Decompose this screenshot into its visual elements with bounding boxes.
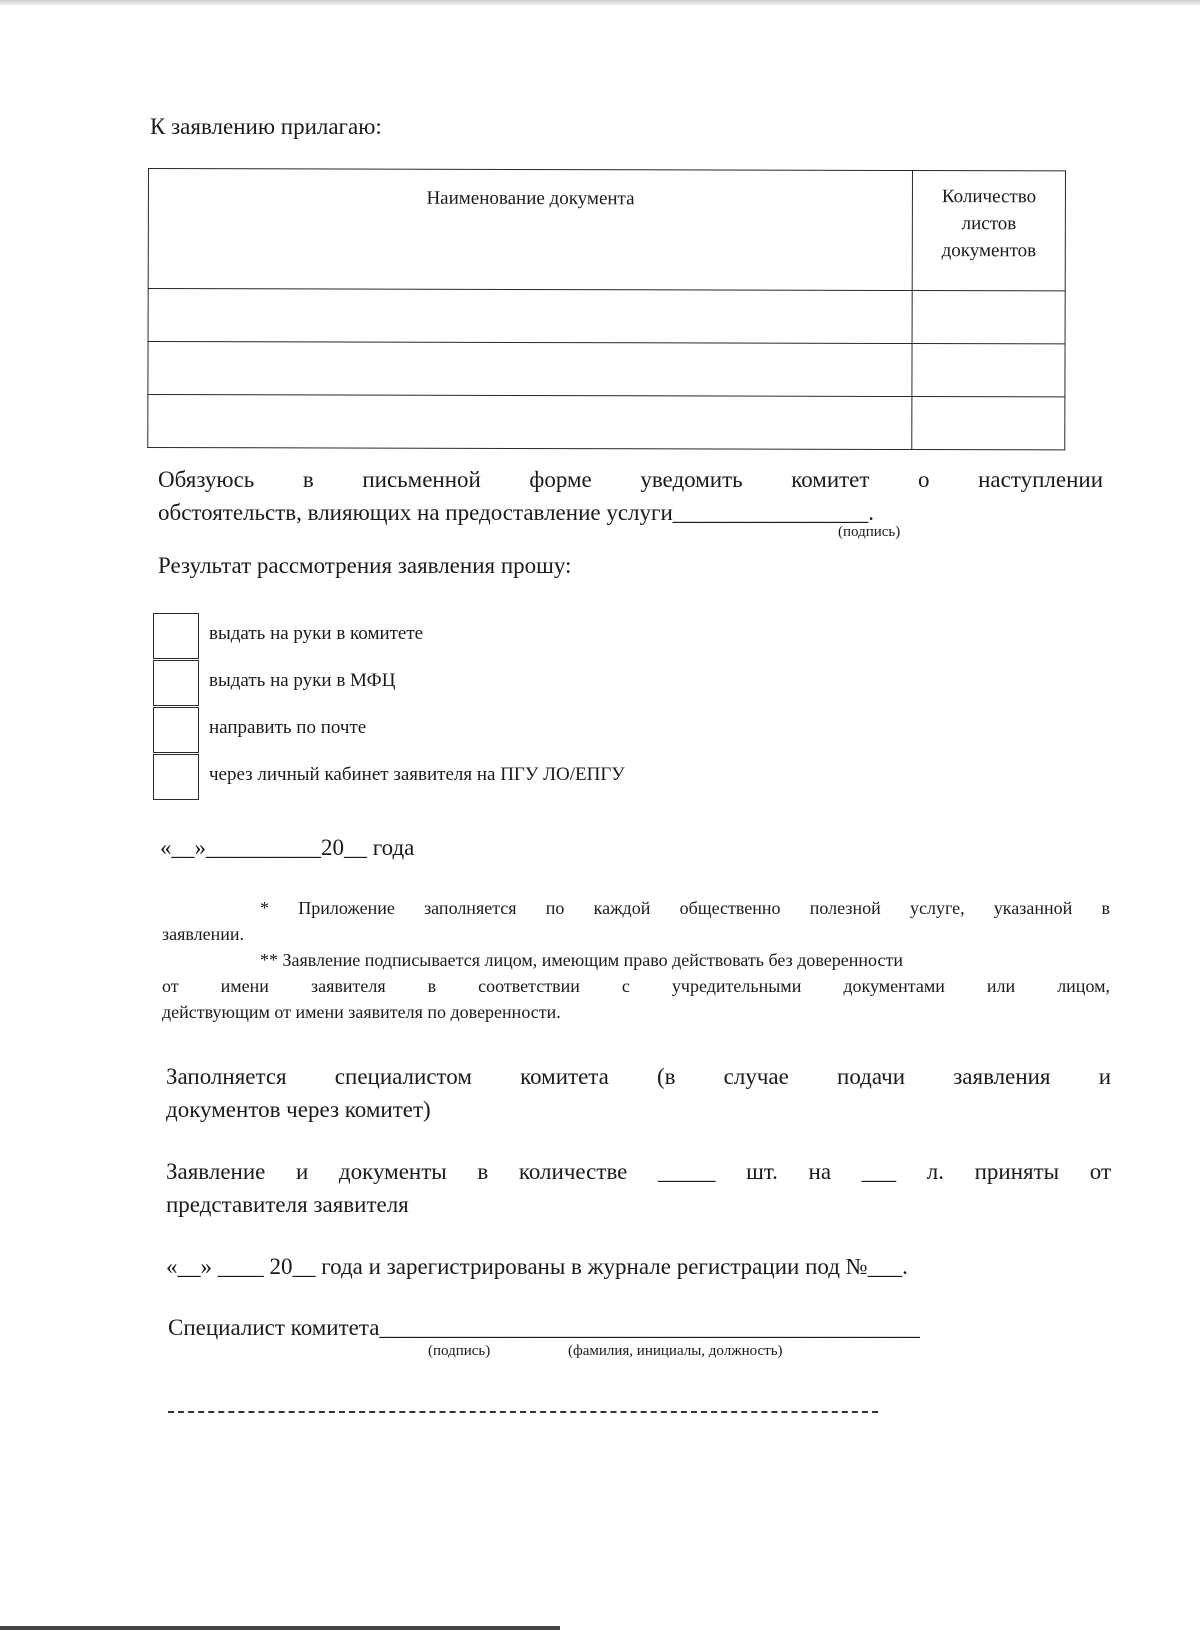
accepted-paragraph — [166, 1155, 1111, 1221]
note-2-text: ** Заявление подписывается лицом, имеющим право действовать без доверенности — [260, 950, 903, 970]
table-header-row — [148, 169, 1065, 291]
document-name-cell[interactable] — [148, 289, 912, 344]
document-name-cell[interactable] — [148, 395, 912, 450]
specialist-fill-line-2: документов через комитет) — [166, 1097, 431, 1122]
col-sheet-count-header-line: Количество — [941, 186, 1037, 208]
obligation-line-1: Обязуюсь в письменной форме уведомить комитет о наступлении — [158, 467, 1103, 492]
sheet-count-cell[interactable] — [912, 291, 1065, 344]
specialist-fill-line-1: Заполняется специалистом комитета (в случае подачи заявления и — [166, 1064, 1111, 1089]
accepted-line-2: представителя заявителя — [166, 1192, 409, 1217]
result-heading: Результат рассмотрения заявления прошу: — [158, 553, 572, 578]
obligation-line-2: обстоятельств, влияющих на предоставление услуги_________________. — [158, 500, 875, 525]
col-document-name-header: Наименование документа — [148, 169, 912, 291]
note-2-continuation: действующим от имени заявителя по доверенности. — [162, 1002, 561, 1022]
specialist-fill-paragraph — [166, 1060, 1111, 1126]
note-1-text: * Приложение заполняется по каждой общественно полезной услуге, указанной в — [260, 898, 1110, 918]
attachments-heading: К заявлению прилагаю: — [150, 114, 382, 139]
result-option-label: выдать на руки в МФЦ — [209, 670, 396, 691]
sheet-count-cell[interactable] — [912, 397, 1065, 450]
col-sheet-count-header-line: листов — [961, 213, 1017, 235]
table-row — [148, 289, 1065, 344]
specialist-signature-label: (подпись) — [428, 1343, 491, 1359]
obligation-paragraph — [158, 463, 1103, 529]
accepted-line-1: Заявление и документы в количестве _____ шт. на ___ л. приняты от — [166, 1159, 1111, 1184]
result-option-label: через личный кабинет заявителя на ПГУ ЛО/ЕПГУ — [209, 764, 625, 785]
note-2-continuation: от имени заявителя в соответствии с учредительными документами или лицом, — [162, 976, 1110, 996]
note-2-line — [162, 947, 1110, 973]
notes-block — [162, 895, 1110, 1025]
date-line: «__»__________20__ года — [160, 835, 415, 860]
col-sheet-count-header-line: документов — [941, 240, 1037, 262]
scan-edge-bottom — [0, 1626, 560, 1630]
result-option-checkbox[interactable] — [153, 613, 199, 659]
col-sheet-count-header — [912, 171, 1065, 291]
sheet-count-cell[interactable] — [912, 344, 1065, 397]
table-row — [148, 342, 1065, 397]
result-option-checkbox[interactable] — [153, 754, 199, 800]
note-1-line — [162, 895, 1110, 921]
result-option-checkbox[interactable] — [153, 660, 199, 706]
specialist-signature-line: Специалист комитета_______________________________________________ — [168, 1315, 920, 1340]
registered-line: «__» ____ 20__ года и зарегистрированы в журнале регистрации под №___. — [166, 1254, 908, 1279]
result-option-checkbox[interactable] — [153, 707, 199, 753]
note-1-continuation: заявлении. — [162, 924, 245, 944]
result-option-label: выдать на руки в комитете — [209, 623, 424, 644]
scan-edge-top — [0, 0, 1200, 6]
result-option-label: направить по почте — [209, 717, 367, 738]
cut-line-divider — [168, 1411, 878, 1413]
attachments-table — [147, 168, 1066, 450]
table-row — [148, 395, 1065, 450]
specialist-name-label: (фамилия, инициалы, должность) — [568, 1343, 783, 1359]
obligation-signature-label: (подпись) — [838, 524, 901, 540]
document-name-cell[interactable] — [148, 342, 912, 397]
